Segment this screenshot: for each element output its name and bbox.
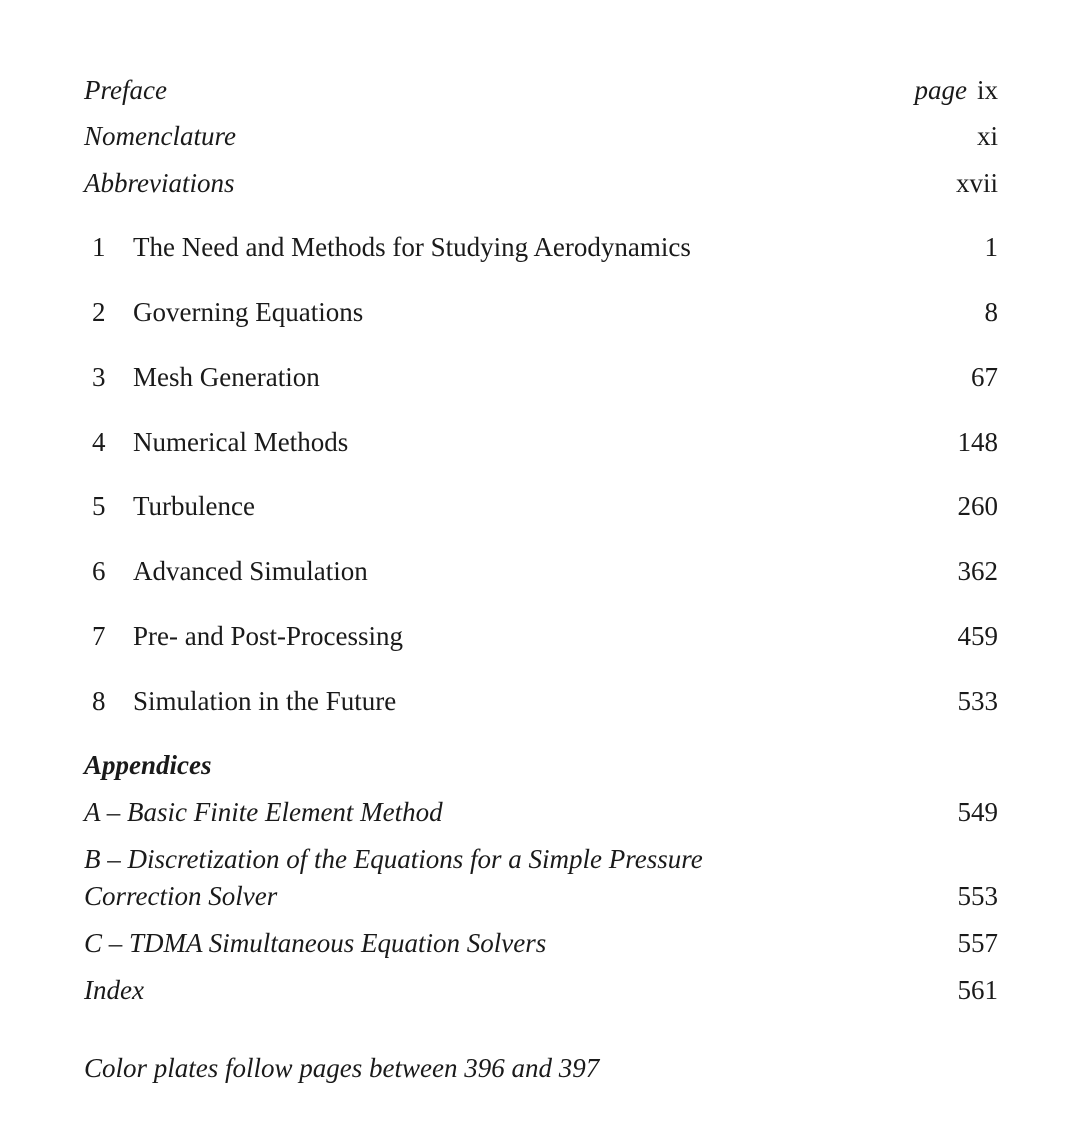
chapter-number: 6 xyxy=(92,556,106,586)
chapter-title: Mesh Generation xyxy=(133,362,320,392)
chapter-number: 2 xyxy=(92,297,106,327)
chapter-page: 533 xyxy=(957,686,998,716)
chapter-page: 362 xyxy=(957,556,998,586)
chapter-title: The Need and Methods for Studying Aerodynamics xyxy=(133,232,691,262)
entry-title: Nomenclature xyxy=(84,121,236,151)
entry-page: xi xyxy=(976,121,998,151)
entry-page xyxy=(915,74,999,106)
chapter-number: 8 xyxy=(92,686,106,716)
entry-title: Preface xyxy=(84,75,167,105)
chapter-page: 260 xyxy=(957,491,998,521)
page-number: ix xyxy=(976,75,998,105)
appendix-title-line-2: Correction Solver xyxy=(84,881,278,911)
toc-appendix-b[interactable] xyxy=(84,843,998,917)
chapter-title: Simulation in the Future xyxy=(133,686,397,716)
appendices-heading: Appendices xyxy=(84,750,212,780)
appendix-page: 549 xyxy=(957,797,998,827)
color-plates-note: Color plates follow pages between 396 and 397 xyxy=(84,1053,600,1083)
chapter-title: Pre- and Post-Processing xyxy=(133,621,403,651)
page-prefix: page xyxy=(914,75,967,105)
entry-page: xvii xyxy=(955,168,998,198)
entry-title: Abbreviations xyxy=(84,168,235,198)
entry-page: 561 xyxy=(957,975,998,1005)
chapter-number: 3 xyxy=(92,362,106,392)
chapter-title: Advanced Simulation xyxy=(133,556,368,586)
chapter-page: 148 xyxy=(957,427,998,457)
appendix-title: C – TDMA Simultaneous Equation Solvers xyxy=(84,928,547,958)
chapter-page: 1 xyxy=(984,232,998,262)
chapter-title: Governing Equations xyxy=(133,297,364,327)
appendix-title: A – Basic Finite Element Method xyxy=(84,797,443,827)
appendix-page: 553 xyxy=(957,881,998,911)
appendix-title-line-1: B – Discretization of the Equations for a Simple Pressure xyxy=(84,844,703,874)
chapter-title: Turbulence xyxy=(133,491,255,521)
chapter-number: 4 xyxy=(92,427,106,457)
appendix-page: 557 xyxy=(957,928,998,958)
chapter-page: 459 xyxy=(957,621,998,651)
chapter-page: 8 xyxy=(984,297,998,327)
chapter-page: 67 xyxy=(971,362,998,392)
chapter-number: 5 xyxy=(92,491,106,521)
chapter-title: Numerical Methods xyxy=(133,427,349,457)
chapter-number: 1 xyxy=(92,232,106,262)
entry-title: Index xyxy=(84,975,144,1005)
chapter-number: 7 xyxy=(92,621,106,651)
